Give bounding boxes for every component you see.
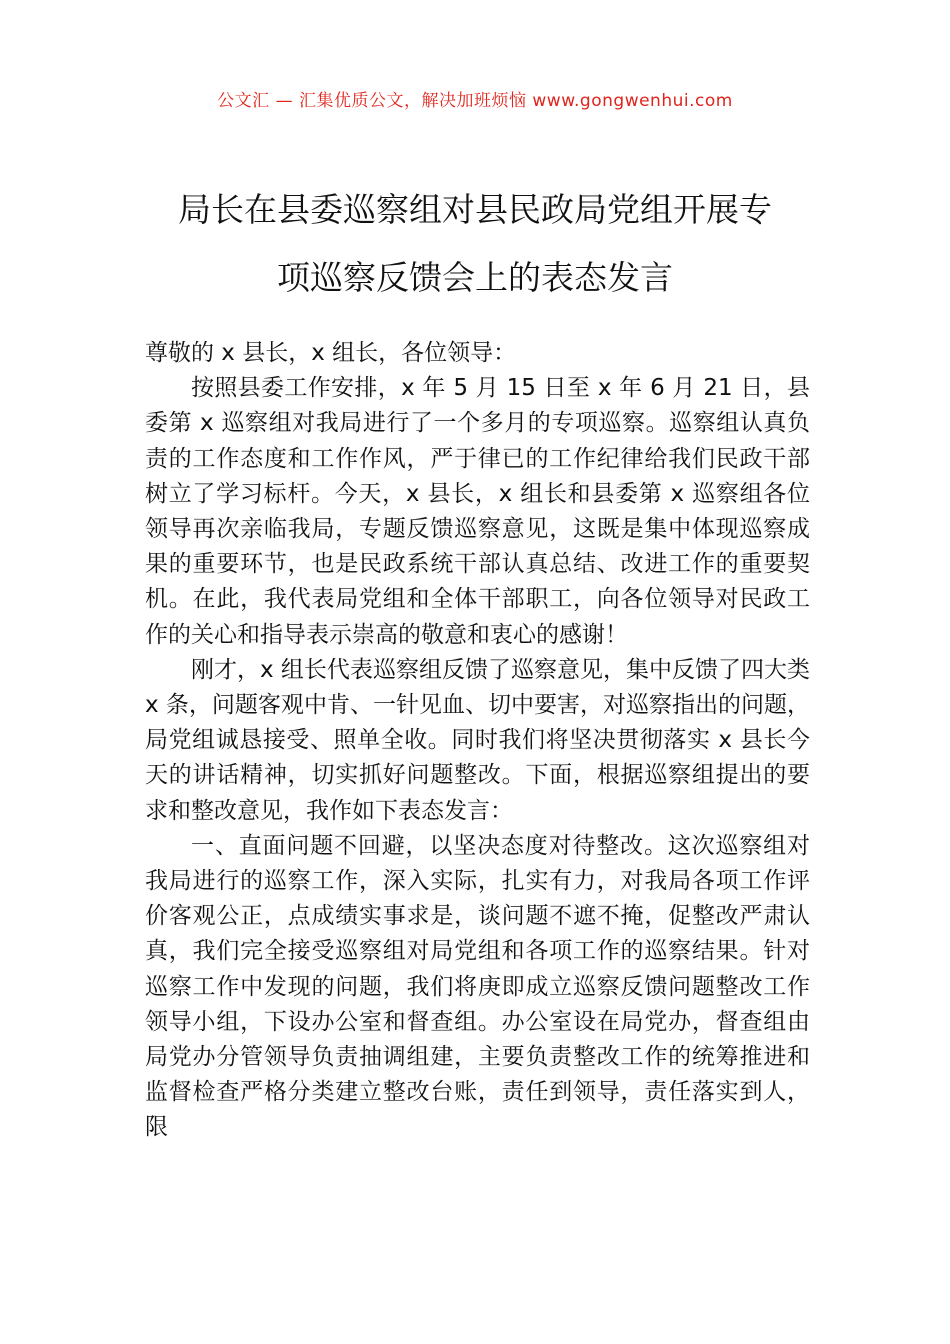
document-body <box>145 336 810 1146</box>
salutation: 尊敬的 x 县长，x 组长，各位领导： <box>145 340 517 366</box>
paragraph: 按照县委工作安排，x 年 5 月 15 日至 x 年 6 月 21 日，县委第 x 巡察组对我局进行了一个多月的专项巡察。巡察组认真负责的工作态度和工作作风，严于律已的工作纪律给我们民政干部树立了学习标杆。今天，x 县长，x 组长和县委第 x 巡察组各位领导再次亲临我局，专题反馈巡察意见，这既是集中体现巡察成果的重要环节，也是民政系统干部认真总结、改进工作的重要契机。在此，我代表局党组和全体干部职工，向各位领导对民政工作的关心和指导表示崇高的敬意和衷心的感谢！ <box>145 375 810 648</box>
paragraph: 刚才，x 组长代表巡察组反馈了巡察意见，集中反馈了四大类 x 条，问题客观中肯、一针见血、切中要害，对巡察指出的问题，局党组诚恳接受、照单全收。同时我们将坚决贯彻落实 x 县长今天的讲话精神，切实抓好问题整改。下面，根据巡察组提出的要求和整改意见，我作如下表态发言： <box>145 656 810 824</box>
paragraph: 一、直面问题不回避，以坚决态度对待整改。这次巡察组对我局进行的巡察工作，深入实际，扎实有力，对我局各项工作评价客观公正，点成绩实事求是，谈问题不遮不掩，促整改严肃认真，我们完全接受巡察组对局党组和各项工作的巡察结果。针对巡察工作中发现的问题，我们将庚即成立巡察反馈问题整改工作领导小组，下设办公室和督查组。办公室设在局党办，督查组由局党办分管领导负责抽调组建，主要负责整改工作的统筹推进和监督检查严格分类建立整改台账，责任到领导，责任落实到人，限 <box>145 832 810 1141</box>
header-banner: 公文汇 — 汇集优质公文，解决加班烦恼 www.gongwenhui.com <box>217 91 733 111</box>
document-title-line-1: 局长在县委巡察组对县民政局党组开展专 <box>178 190 772 229</box>
document-title-line-2: 项巡察反馈会上的表态发言 <box>277 258 673 297</box>
document-title <box>120 176 830 312</box>
